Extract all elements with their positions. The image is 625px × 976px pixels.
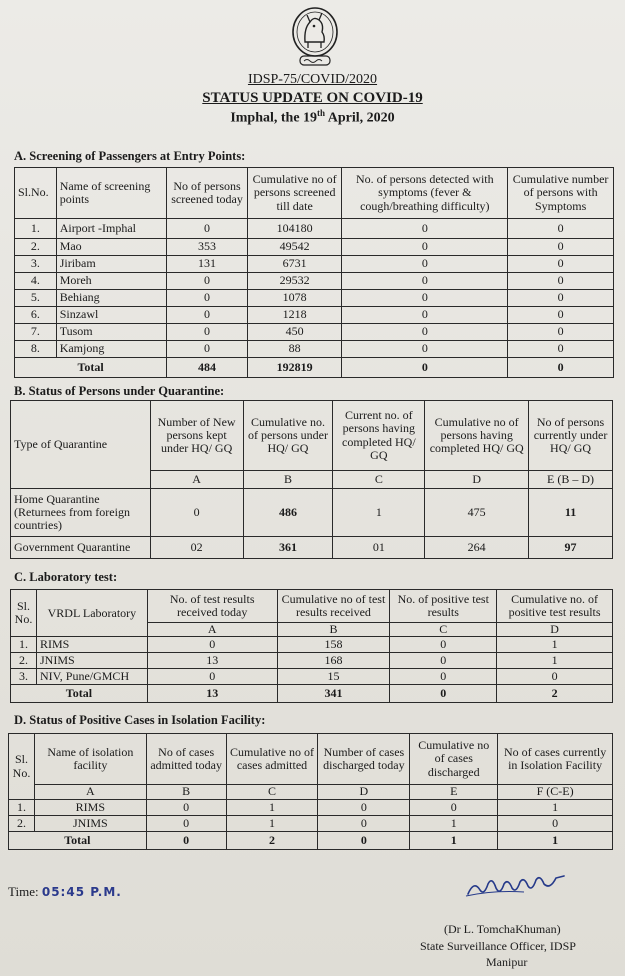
section-a-heading: A. Screening of Passengers at Entry Points:: [14, 149, 246, 163]
column-header: No. of persons detected with symptoms (fever & cough/breathing difficulty): [342, 168, 508, 219]
letter-row: A B C D: [11, 623, 613, 637]
letter-row: A B C D E (B – D): [11, 471, 613, 489]
column-header: No of cases admitted today: [146, 734, 226, 785]
table-row: 5. Behiang 0 1078 0 0: [15, 290, 614, 307]
signatory-state: Manipur: [486, 955, 528, 969]
screening-table: [14, 167, 614, 378]
total-row: Total 484 192819 0 0: [15, 358, 614, 378]
total-row: Total 0 2 0 1 1: [9, 832, 613, 850]
column-header: Current no. of persons having completed HQ/ GQ: [333, 401, 425, 471]
table-header-row: [15, 168, 614, 219]
section-d-heading: D. Status of Positive Cases in Isolation Facility:: [14, 713, 266, 727]
time-value: 05:45 P.M.: [41, 885, 122, 899]
time-label: Time:: [8, 884, 39, 899]
table-header-row: [11, 590, 613, 623]
signatory-designation: State Surveillance Officer, IDSP: [420, 939, 576, 953]
column-header: Number of cases discharged today: [318, 734, 410, 785]
state-emblem-icon: [288, 4, 342, 68]
column-header: Sl.No.: [15, 168, 57, 219]
table-row: 2. JNIMS 13 168 0 1: [11, 653, 613, 669]
column-header: Cumulative no of persons having completed HQ/ GQ: [425, 401, 529, 471]
report-time: [8, 884, 122, 900]
isolation-table: [8, 733, 613, 850]
section-b-heading: B. Status of Persons under Quarantine:: [14, 384, 225, 398]
column-header: Cumulative no. of persons under HQ/ GQ: [243, 401, 333, 471]
column-header: Cumulative number of persons with Symptoms: [508, 168, 614, 219]
table-row: 1. RIMS 0 158 0 1: [11, 637, 613, 653]
column-header: Cumulative no of cases admitted: [226, 734, 318, 785]
table-header-row: [9, 734, 613, 785]
column-header: Name of isolation facility: [34, 734, 146, 785]
column-header: Cumulative no. of positive test results: [497, 590, 613, 623]
quarantine-table: [10, 400, 613, 559]
column-header: No of persons currently under HQ/ GQ: [529, 401, 613, 471]
table-row: 1. Airport -Imphal 0 104180 0 0: [15, 219, 614, 239]
column-header: No of persons screened today: [167, 168, 248, 219]
table-row: Government Quarantine 02 361 01 264 97: [11, 537, 613, 559]
column-header: No. of test results received today: [147, 590, 277, 623]
column-header: Cumulative no of test results received: [277, 590, 390, 623]
column-header: Cumulative no of persons screened till date: [247, 168, 342, 219]
table-row: 3. Jiribam 131 6731 0 0: [15, 256, 614, 273]
table-row: 3. NIV, Pune/GMCH 0 15 0 0: [11, 669, 613, 685]
column-header: Type of Quarantine: [11, 401, 151, 489]
document-date: Imphal, the 19th April, 2020: [230, 108, 395, 126]
column-header: Number of New persons kept under HQ/ GQ: [150, 401, 243, 471]
table-row: 7. Tusom 0 450 0 0: [15, 324, 614, 341]
table-row: 6. Sinzawl 0 1218 0 0: [15, 307, 614, 324]
table-row: 2. JNIMS 0 1 0 1 0: [9, 816, 613, 832]
table-row: Home Quarantine (Returnees from foreign countries) 0 486 1 475 11: [11, 489, 613, 537]
signatory-name: (Dr L. TomchaKhuman): [444, 922, 561, 936]
total-row: Total 13 341 0 2: [11, 685, 613, 703]
document-title: STATUS UPDATE ON COVID-19: [202, 90, 423, 106]
signature-icon: [464, 870, 574, 900]
section-c-heading: C. Laboratory test:: [14, 570, 118, 584]
laboratory-table: [10, 589, 613, 703]
column-header: Cumulative no of cases discharged: [410, 734, 498, 785]
column-header: Sl. No.: [11, 590, 37, 637]
table-row: 1. RIMS 0 1 0 0 1: [9, 800, 613, 816]
table-row: 4. Moreh 0 29532 0 0: [15, 273, 614, 290]
column-header: VRDL Laboratory: [36, 590, 147, 637]
column-header: Sl. No.: [9, 734, 35, 800]
reference-number: IDSP-75/COVID/2020: [247, 72, 378, 87]
column-header: No. of positive test results: [390, 590, 497, 623]
table-row: 8. Kamjong 0 88 0 0: [15, 341, 614, 358]
table-header-row: [11, 401, 613, 471]
table-row: 2. Mao 353 49542 0 0: [15, 239, 614, 256]
column-header: No of cases currently in Isolation Facility: [498, 734, 613, 785]
letter-row: A B C D E F (C-E): [9, 785, 613, 800]
column-header: Name of screening points: [56, 168, 167, 219]
